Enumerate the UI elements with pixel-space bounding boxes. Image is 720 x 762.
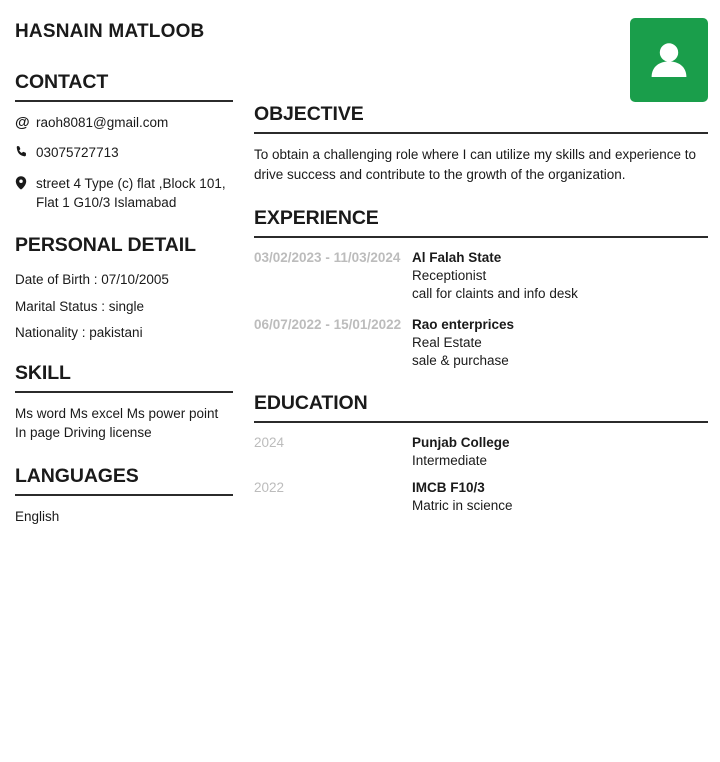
section-education xyxy=(254,392,708,515)
education-entry-qualification: Matric in science xyxy=(412,497,513,513)
experience-entry xyxy=(254,249,708,302)
education-entry xyxy=(254,479,708,515)
experience-entry-date: 03/02/2023 - 11/03/2024 xyxy=(254,249,401,265)
experience-entry-role: Real Estate xyxy=(412,335,482,351)
contact-email-value: raoh8081@gmail.com xyxy=(36,115,169,131)
experience-entry-body xyxy=(412,249,708,302)
skill-text: Ms word Ms excel Ms power point In page Driving license xyxy=(15,406,219,441)
education-entry-body xyxy=(412,479,708,515)
education-entry-body xyxy=(412,434,708,470)
experience-entry-role: Receptionist xyxy=(412,267,487,283)
objective-rule xyxy=(254,132,708,134)
contact-address-value: street 4 Type (c) flat ,Block 101, Flat 1 G10/3 Islamabad xyxy=(36,175,226,210)
experience-entry-detail: call for claints and info desk xyxy=(412,285,578,301)
contact-heading: CONTACT xyxy=(15,70,109,93)
experience-entry-organization: Al Falah State xyxy=(412,249,502,265)
skill-heading: SKILL xyxy=(15,361,71,384)
education-entry-institution: IMCB F10/3 xyxy=(412,479,485,495)
education-entry-year: 2022 xyxy=(254,479,285,495)
languages-heading: LANGUAGES xyxy=(15,464,139,487)
page-title: HASNAIN MATLOOB xyxy=(15,21,205,42)
languages-text: English xyxy=(15,509,60,525)
section-experience xyxy=(254,207,708,370)
education-entry-institution: Punjab College xyxy=(412,435,510,451)
experience-entry-date: 06/07/2022 - 15/01/2022 xyxy=(254,317,402,333)
experience-heading: EXPERIENCE xyxy=(254,206,379,229)
education-rule xyxy=(254,421,708,423)
education-entry xyxy=(254,434,708,470)
experience-entry-body xyxy=(412,316,708,369)
avatar xyxy=(630,18,708,102)
experience-entry-organization: Rao enterprices xyxy=(412,317,515,333)
personal-detail-dob: Date of Birth : 07/10/2005 xyxy=(15,272,169,288)
section-objective xyxy=(254,103,708,185)
personal-detail-nationality: Nationality : pakistani xyxy=(15,325,143,341)
education-entry-year: 2024 xyxy=(254,435,285,451)
objective-heading: OBJECTIVE xyxy=(254,103,364,125)
education-heading: EDUCATION xyxy=(254,391,368,414)
education-entry-qualification: Intermediate xyxy=(412,453,488,469)
contact-phone-value: 03075727713 xyxy=(36,145,119,161)
person-avatar-icon xyxy=(646,37,692,83)
experience-entry-detail: sale & purchase xyxy=(412,353,509,369)
email-icon: @ xyxy=(15,114,30,132)
experience-rule xyxy=(254,236,708,238)
experience-entry xyxy=(254,316,708,369)
objective-text: To obtain a challenging role where I can utilize my skills and experience to drive success and contribute to the growth of the organization. xyxy=(254,147,696,182)
personal-detail-heading: PERSONAL DETAIL xyxy=(15,233,196,256)
personal-detail-marital-status: Marital Status : single xyxy=(15,298,145,314)
right-column xyxy=(0,22,720,515)
